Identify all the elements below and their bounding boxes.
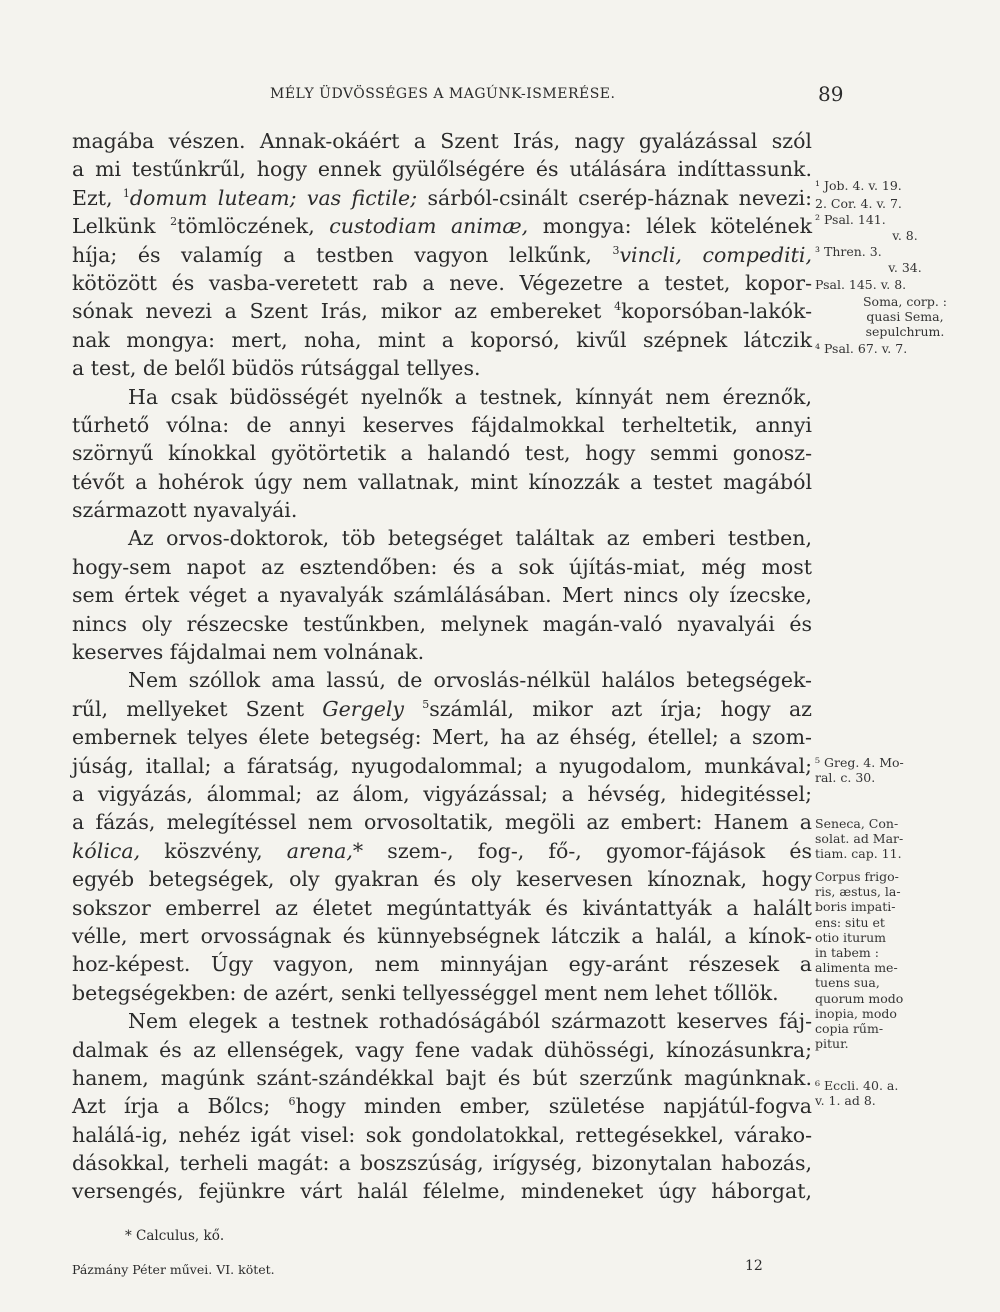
text-line	[72, 922, 812, 950]
margin-note-line: in tabem :	[815, 945, 879, 961]
text-segment: a test, de belől büdös rútsággal tellyes.	[72, 356, 481, 381]
footer-book-title: Pázmány Péter művei. VI. kötet.	[72, 1262, 275, 1277]
text-segment: egyéb betegségek, oly gyakran és oly keservesen kínoznak, hogy	[72, 867, 812, 892]
text-segment: magába vészen. Annak-okáért a Szent Irás, nagy gyalázással szól	[72, 129, 812, 153]
text-line	[72, 894, 812, 922]
margin-note	[815, 755, 995, 785]
margin-note-line: quorum modo	[815, 990, 904, 1006]
text-line	[72, 638, 812, 666]
margin-note-line: ³ Thren. 3.	[815, 244, 882, 259]
text-segment: hanem, magúnk szánt-szándékkal bajt és bút szerzűnk magúnknak.	[72, 1065, 812, 1090]
text-segment	[404, 697, 422, 721]
margin-note-line: Seneca, Con-	[815, 816, 899, 831]
margin-note	[815, 869, 995, 1051]
main-text	[72, 127, 812, 1206]
text-line	[72, 780, 812, 808]
text-line	[72, 865, 812, 893]
margin-note-line: solat. ad Mar-	[815, 831, 904, 847]
text-line	[72, 326, 812, 354]
margin-note-line: ris, æstus, la-	[815, 884, 901, 900]
margin-note-line: Corpus frigo-	[815, 869, 899, 884]
margin-note-line: pitur.	[815, 1036, 849, 1052]
margin-note	[815, 244, 995, 259]
text-line	[72, 127, 812, 155]
text-line	[72, 808, 812, 836]
text-segment: rűl, mellyeket Szent	[72, 696, 323, 721]
margin-note	[815, 1078, 995, 1108]
margin-note-line: ² Psal. 141.	[815, 212, 886, 227]
text-line	[72, 723, 812, 751]
footnote-marker: 4	[614, 300, 622, 314]
text-line	[72, 695, 812, 723]
text-segment: köszvény,	[140, 838, 287, 863]
text-line	[72, 1149, 812, 1177]
italic-text: vincli, compediti,	[619, 242, 812, 267]
margin-note-line: alimenta me-	[815, 960, 898, 976]
text-segment: szörnyű kínokkal gyötörtetik a halandó test, hogy semmi gonosz-	[72, 441, 812, 466]
text-line	[72, 752, 812, 780]
text-line	[72, 950, 812, 978]
page-number: 89	[818, 82, 844, 106]
text-segment: hoz-képest. Úgy vagyon, nem minnyájan egy-aránt részesek a	[72, 952, 812, 977]
text-segment: tévőt a hohérok úgy nem vallatnak, mint kínozzák a testet magából	[72, 469, 812, 494]
margin-note	[815, 212, 995, 227]
text-segment: * szem-, fog-, fő-, gyomor-fájások és	[352, 838, 812, 863]
footnote-marker: 6	[288, 1095, 296, 1109]
text-segment: a mi testűnkrűl, hogy ennek gyülőlségére és utálására indíttassunk.	[72, 157, 812, 182]
margin-note	[815, 228, 995, 243]
text-segment: származott nyavalyái.	[72, 498, 298, 523]
footnote-marker: 5	[422, 697, 430, 711]
text-segment: nincs oly részecske testűnkben, melynek magán-való nyavalyái és	[72, 611, 812, 636]
margin-note-line: ens: situ et	[815, 914, 885, 930]
text-line	[72, 1036, 812, 1064]
margin-note	[815, 277, 995, 292]
footnote-marker: 2	[170, 215, 178, 229]
text-line	[72, 610, 812, 638]
margin-note-line: inopia, modo	[815, 1005, 897, 1021]
footnote-marker: 1	[122, 186, 130, 200]
text-line	[72, 439, 812, 467]
text-line	[72, 241, 812, 269]
margin-note-line: sepulchrum.	[865, 324, 945, 340]
text-segment: hogy-sem napot az esztendőben: és a sok újítás-miat, még most	[72, 554, 812, 579]
text-line	[72, 354, 812, 382]
margin-note	[815, 178, 995, 193]
text-segment: vélle, mert orvosságnak és künnyebségnek látczik a halál, a kínok-	[72, 923, 812, 948]
margin-note-line: otio iturum	[815, 929, 886, 945]
margin-note-line: ⁶ Eccli. 40. a.	[815, 1078, 899, 1093]
margin-note	[815, 196, 995, 211]
text-line	[72, 269, 812, 297]
text-segment: kötözött és vasba-veretett rab a neve. Végezetre a testet, kopor-	[72, 270, 812, 295]
text-segment: dalmak és az ellenségek, vagy fene vadak dühösségi, kínozásunkra;	[72, 1037, 812, 1062]
text-line	[72, 411, 812, 439]
text-segment: versengés, fejünkre várt halál félelme, mindeneket úgy háborgat,	[72, 1179, 812, 1204]
text-segment: koporsóban-lakók-	[621, 299, 812, 324]
text-segment: embernek telyes élete betegség: Mert, ha az éhség, étellel; a szom-	[72, 725, 812, 750]
text-segment: halálá-ig, nehéz igát visel: sok gondolatokkal, rettegésekkel, várako-	[72, 1122, 812, 1147]
footnote: * Calculus, kő.	[125, 1228, 225, 1244]
text-segment: a fázás, melegítéssel nem orvosoltatik, megöli az embert: Hanem a	[72, 810, 812, 835]
text-segment: híja; és valamíg a testben vagyon lelkűnk,	[72, 242, 613, 267]
text-line	[72, 553, 812, 581]
signature-mark: 12	[745, 1258, 763, 1274]
text-segment: Nem szóllok ama lassú, de orvoslás-nélkül halálos betegségek-	[128, 668, 812, 693]
text-line	[72, 383, 812, 411]
text-segment: betegségekben: de azért, senki tellyességgel ment nem lehet tőllök.	[72, 980, 779, 1005]
text-segment: Az orvos-doktorok, töb betegséget találtak az emberi testben,	[128, 526, 812, 551]
text-line	[72, 155, 812, 183]
text-segment: nak mongya: mert, noha, mint a koporsó, kivűl szépnek látczik	[72, 327, 812, 352]
margin-note-line: 2. Cor. 4. v. 7.	[815, 196, 902, 211]
text-segment: Azt írja a Bőlcs;	[72, 1094, 289, 1119]
text-segment: sónak nevezi a Szent Irás, mikor az embereket	[72, 299, 615, 324]
text-line	[72, 1121, 812, 1149]
text-segment: tűrhető vólna: de annyi keserves fájdalmokkal terheltetik, annyi	[72, 412, 812, 437]
text-line	[72, 1007, 812, 1035]
running-title: MÉLY ÜDVÖSSÉGES A MAGÚNK-ISMERÉSE.	[270, 86, 616, 102]
text-segment: hogy minden ember, születése napjátúl-fogva	[295, 1094, 812, 1119]
text-line	[72, 524, 812, 552]
text-line	[72, 468, 812, 496]
italic-text: kólica,	[72, 838, 141, 863]
margin-note-line: Soma, corp. :	[862, 294, 947, 309]
page-header	[0, 82, 1000, 110]
text-line	[72, 297, 812, 325]
text-segment: dásokkal, terheli magát: a boszszúság, irígység, bizonytalan habozás,	[72, 1151, 812, 1176]
text-segment: sokszor emberrel az életet megúntattyák és kivántattyák a halált	[72, 895, 812, 920]
italic-text: arena,	[286, 838, 353, 863]
margin-note	[815, 341, 995, 356]
text-line	[72, 1064, 812, 1092]
margin-note-line: tiam. cap. 11.	[815, 846, 902, 862]
italic-text: Gergely	[322, 696, 404, 721]
text-line	[72, 666, 812, 694]
margin-note-line: tuens sua,	[815, 975, 880, 991]
margin-note-line: v. 8.	[892, 228, 918, 243]
text-segment: a vigyázás, álommal; az álom, vigyázással; a hévség, hidegitéssel;	[72, 781, 812, 806]
margin-note	[815, 816, 995, 862]
text-line	[72, 581, 812, 609]
text-segment: Ha csak büdösségét nyelnők a testnek, kínnyát nem éreznők,	[128, 384, 812, 409]
italic-text: custodiam animæ,	[329, 214, 529, 239]
text-segment: Nem elegek a testnek rothadóságából származott keserves fáj-	[128, 1009, 812, 1034]
text-segment: keserves fájdalmai nem volnának.	[72, 640, 425, 665]
text-segment: tömlöczének,	[177, 214, 330, 239]
text-line	[72, 496, 812, 524]
text-segment: júság, itallal; a fáratság, nyugodalommal; a nyugodalom, munkával;	[72, 753, 812, 778]
text-line	[72, 1092, 812, 1120]
margin-note-line: v. 1. ad 8.	[815, 1093, 876, 1109]
margin-note-line: Psal. 145. v. 8.	[815, 277, 907, 292]
text-segment: Lelkünk	[72, 214, 171, 239]
margin-note-line: ⁵ Greg. 4. Mo-	[815, 755, 904, 770]
margin-note	[815, 260, 995, 275]
italic-text: domum luteam; vas fictile;	[129, 185, 418, 210]
margin-note-line: boris impati-	[815, 899, 896, 915]
margin-note-line: copia rűm-	[815, 1021, 884, 1037]
margin-note-line: ¹ Job. 4. v. 19.	[815, 178, 902, 193]
margin-note-line: v. 34.	[888, 260, 922, 275]
text-line	[72, 979, 812, 1007]
margin-note-line: ral. c. 30.	[815, 770, 876, 786]
text-segment: sárból-csinált cserép-háznak nevezi:	[417, 185, 812, 210]
text-line	[72, 1177, 812, 1205]
text-segment: sem értek véget a nyavalyák számlálásában. Mert nincs oly ízecske,	[72, 583, 812, 608]
margin-note	[815, 294, 995, 340]
margin-note-line: ⁴ Psal. 67. v. 7.	[815, 341, 908, 356]
text-line	[72, 184, 812, 212]
footnote-marker: 3	[612, 243, 620, 257]
margin-note-line: quasi Sema,	[866, 309, 944, 325]
text-segment: mongya: lélek kötelének	[528, 214, 812, 239]
text-line	[72, 212, 812, 240]
text-segment: számlál, mikor azt írja; hogy az	[429, 696, 812, 721]
text-segment: Ezt,	[72, 185, 123, 210]
text-line	[72, 837, 812, 865]
